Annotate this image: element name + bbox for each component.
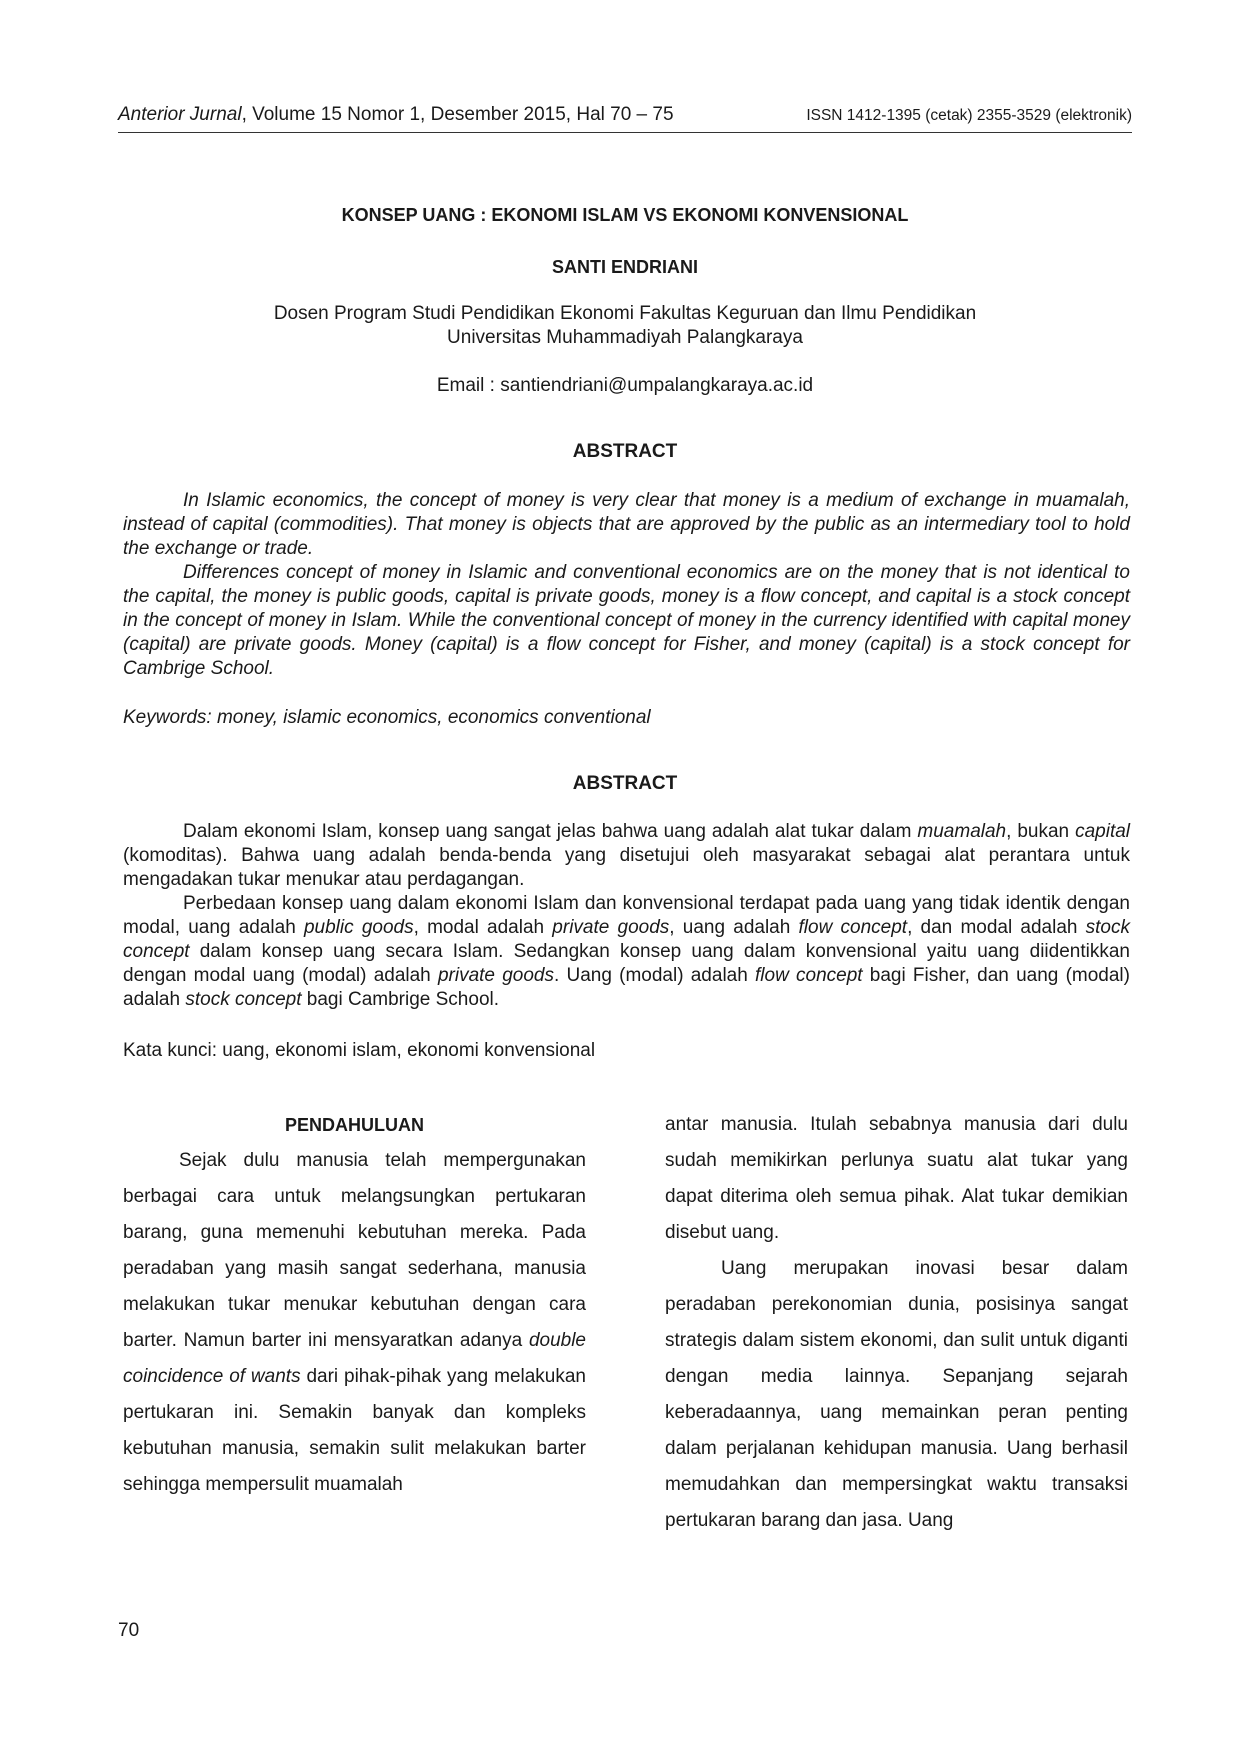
abstract-heading-english: ABSTRACT [572, 441, 678, 462]
text-run: Sejak dulu manusia telah mempergunakan berbagai cara untuk melangsungkan pertukaran barang, guna memenuhi kebutuhan mereka. Pada peradaban yang masih sangat sederhana, manusia melakukan tukar menukar kebutuhan dengan cara barter. Namun barter ini mensyaratkan adanya [123, 1150, 586, 1351]
body-column-right [665, 1107, 1128, 1539]
abstract-paragraph: Differences concept of money in Islamic and conventional economics are on the money that is not identical to the capital, the money is public goods, capital is private goods, money is a flow concept, and capital is a stock concept in the concept of money in Islam. While the conventional concept of money in the currency identified with capital money (capital) are private goods. Money (capital) is a flow concept for Fisher, and money (capital) is a stock concept for Cambrige School. [123, 562, 1130, 679]
author-name: SANTI ENDRIANI [551, 257, 698, 277]
abstract-paragraph [123, 820, 1130, 892]
author-affiliation [118, 302, 1132, 350]
text-run: Perbedaan konsep uang dalam ekonomi Islam dan konvensional terdapat pada uang yang tidak identik dengan modal, uang adalah [123, 893, 1130, 938]
body-paragraph: antar manusia. Itulah sebabnya manusia dari dulu sudah memikirkan perlunya suatu alat tukar yang dapat diterima oleh semua pihak. Alat tukar demikian disebut uang. [665, 1114, 1128, 1243]
text-run: , dan modal adalah [907, 917, 1086, 938]
text-run: , bukan [1006, 821, 1076, 842]
journal-citation [118, 104, 674, 126]
author-email: Email : santiendriani@umpalangkaraya.ac.id [436, 375, 814, 396]
text-run: , uang adalah [669, 917, 799, 938]
text-run: dalam konsep uang secara Islam. Sedangkan konsep uang dalam konvensional yaitu uang diidentikkan dengan modal uang (modal) adalah [123, 941, 1130, 986]
journal-name: Anterior Jurnal [118, 104, 242, 125]
affiliation-line: Dosen Program Studi Pendidikan Ekonomi Fakultas Keguruan dan Ilmu Pendidikan [273, 303, 977, 324]
abstract-heading-indonesian: ABSTRACT [572, 773, 678, 794]
italic-term: private goods [552, 917, 670, 938]
journal-issue: , Volume 15 Nomor 1, Desember 2015, Hal 70 – 75 [241, 104, 674, 125]
text-run: (komoditas). Bahwa uang adalah benda-benda yang disetujui oleh masyarakat sebagai alat perantara untuk mengadakan tukar menukar atau perdagangan. [123, 845, 1130, 890]
abstract-indonesian [123, 820, 1130, 1012]
italic-term: stock concept [185, 989, 302, 1010]
body-paragraph [123, 1143, 586, 1503]
issn: ISSN 1412-1395 (cetak) 2355-3529 (elektronik) [806, 107, 1132, 124]
text-run: . Uang (modal) adalah [553, 965, 756, 986]
abstract-paragraph [123, 892, 1130, 1012]
italic-term: stock concept [123, 917, 1131, 962]
text-run: bagi Cambrige School. [301, 989, 500, 1010]
text-run: Dalam ekonomi Islam, konsep uang sangat jelas bahwa uang adalah alat tukar dalam [183, 821, 918, 842]
text-run: bagi Fisher, dan uang (modal) adalah [123, 965, 1130, 1010]
italic-term: flow concept [798, 917, 908, 938]
italic-term: double coincidence of wants [123, 1330, 586, 1387]
italic-term: capital [1075, 821, 1131, 842]
section-heading: PENDAHULUAN [285, 1115, 424, 1135]
body-column-left [123, 1143, 586, 1503]
affiliation-line: Universitas Muhammadiyah Palangkaraya [447, 327, 803, 348]
keywords-english: Keywords: money, islamic economics, economics conventional [123, 707, 651, 728]
italic-term: muamalah [917, 821, 1007, 842]
abstract-english [123, 489, 1130, 681]
abstract-paragraph: In Islamic economics, the concept of money is very clear that money is a medium of exchange in muamalah, instead of capital (commodities). That money is objects that are approved by the public as an intermediary tool to hold the exchange or trade. [123, 490, 1130, 559]
italic-term: public goods [303, 917, 414, 938]
italic-term: flow concept [755, 965, 863, 986]
running-header [118, 104, 1132, 126]
text-run: , modal adalah [413, 917, 553, 938]
article-title: KONSEP UANG : EKONOMI ISLAM VS EKONOMI KONVENSIONAL [341, 205, 909, 225]
header-divider [118, 132, 1132, 133]
italic-term: private goods [437, 965, 554, 986]
page-number: 70 [118, 1620, 140, 1641]
text-run: dari pihak-pihak yang melakukan pertukaran ini. Semakin banyak dan kompleks kebutuhan manusia, semakin sulit melakukan barter sehingga mempersulit muamalah [123, 1366, 586, 1495]
keywords-indonesian: Kata kunci: uang, ekonomi islam, ekonomi konvensional [123, 1040, 596, 1061]
body-paragraph: Uang merupakan inovasi besar dalam peradaban perekonomian dunia, posisinya sangat strategis dalam sistem ekonomi, dan sulit untuk diganti dengan media lainnya. Sepanjang sejarah keberadaannya, uang memainkan peran penting dalam perjalanan kehidupan manusia. Uang berhasil memudahkan dan mempersingkat waktu transaksi pertukaran barang dan jasa. Uang [665, 1258, 1128, 1531]
